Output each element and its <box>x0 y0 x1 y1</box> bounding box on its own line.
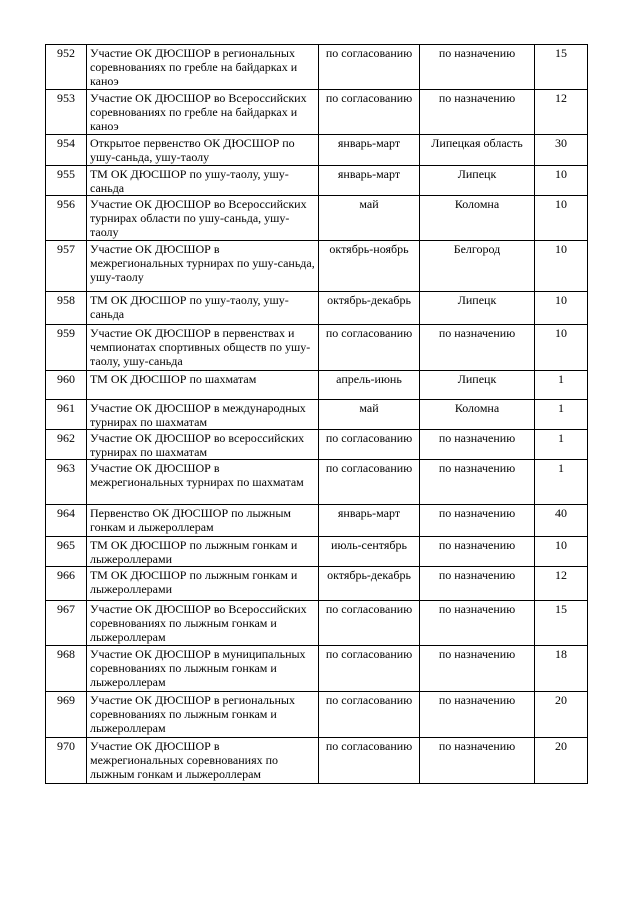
event-date: май <box>319 196 420 241</box>
table-row <box>46 196 588 241</box>
event-name: Участие ОК ДЮСШОР во всероссийских турнирах по шахматам <box>87 430 319 460</box>
event-place: по назначению <box>420 646 535 692</box>
event-name: Участие ОК ДЮСШОР в международных турнирах по шахматам <box>87 400 319 430</box>
table-row <box>46 90 588 135</box>
table-row <box>46 537 588 567</box>
participant-count: 1 <box>535 400 588 430</box>
participant-count: 30 <box>535 135 588 166</box>
event-date: по согласованию <box>319 646 420 692</box>
event-date: январь-март <box>319 505 420 537</box>
participant-count: 12 <box>535 567 588 601</box>
event-place: по назначению <box>420 430 535 460</box>
participant-count: 10 <box>535 196 588 241</box>
table-row <box>46 135 588 166</box>
participant-count: 1 <box>535 430 588 460</box>
event-name: Участие ОК ДЮСШОР во Всероссийских турнирах области по ушу-саньда, ушу-таолу <box>87 196 319 241</box>
event-name: Участие ОК ДЮСШОР в первенствах и чемпионатах спортивных обществ по ушу-таолу, ушу-саньда <box>87 325 319 371</box>
row-number: 970 <box>46 738 87 784</box>
row-number: 952 <box>46 45 87 90</box>
participant-count: 10 <box>535 166 588 196</box>
row-number: 964 <box>46 505 87 537</box>
event-name: Участие ОК ДЮСШОР в муниципальных соревнованиях по лыжным гонкам и лыжероллерам <box>87 646 319 692</box>
document-page <box>45 44 587 784</box>
table-row <box>46 430 588 460</box>
table-row <box>46 692 588 738</box>
row-number: 959 <box>46 325 87 371</box>
event-date: по согласованию <box>319 692 420 738</box>
row-number: 966 <box>46 567 87 601</box>
event-date: по согласованию <box>319 430 420 460</box>
event-place: по назначению <box>420 738 535 784</box>
row-number: 962 <box>46 430 87 460</box>
event-date: октябрь-декабрь <box>319 292 420 325</box>
event-date: по согласованию <box>319 460 420 505</box>
event-name: Первенство ОК ДЮСШОР по лыжным гонкам и лыжероллерам <box>87 505 319 537</box>
row-number: 953 <box>46 90 87 135</box>
table-row <box>46 325 588 371</box>
events-table <box>45 44 588 784</box>
participant-count: 20 <box>535 692 588 738</box>
row-number: 961 <box>46 400 87 430</box>
row-number: 957 <box>46 241 87 292</box>
event-place: по назначению <box>420 567 535 601</box>
event-name: Участие ОК ДЮСШОР в межрегиональных турнирах по ушу-саньда, ушу-таолу <box>87 241 319 292</box>
event-place: по назначению <box>420 692 535 738</box>
participant-count: 18 <box>535 646 588 692</box>
event-place: по назначению <box>420 601 535 646</box>
row-number: 968 <box>46 646 87 692</box>
participant-count: 10 <box>535 325 588 371</box>
table-row <box>46 45 588 90</box>
table-row <box>46 505 588 537</box>
event-name: ТМ ОК ДЮСШОР по лыжным гонкам и лыжероллерами <box>87 537 319 567</box>
event-date: по согласованию <box>319 90 420 135</box>
event-place: по назначению <box>420 505 535 537</box>
event-place: Коломна <box>420 400 535 430</box>
event-name: Участие ОК ДЮСШОР в региональных соревнованиях по гребле на байдарках и каноэ <box>87 45 319 90</box>
participant-count: 10 <box>535 241 588 292</box>
table-row <box>46 460 588 505</box>
event-place: Липецкая область <box>420 135 535 166</box>
event-place: Белгород <box>420 241 535 292</box>
row-number: 969 <box>46 692 87 738</box>
row-number: 958 <box>46 292 87 325</box>
event-date: январь-март <box>319 135 420 166</box>
event-place: Липецк <box>420 371 535 400</box>
participant-count: 1 <box>535 371 588 400</box>
row-number: 967 <box>46 601 87 646</box>
event-place: по назначению <box>420 90 535 135</box>
table-row <box>46 241 588 292</box>
event-place: Липецк <box>420 166 535 196</box>
participant-count: 10 <box>535 537 588 567</box>
event-name: Открытое первенство ОК ДЮСШОР по ушу-саньда, ушу-таолу <box>87 135 319 166</box>
event-place: по назначению <box>420 460 535 505</box>
table-row <box>46 292 588 325</box>
table-row <box>46 738 588 784</box>
event-name: ТМ ОК ДЮСШОР по ушу-таолу, ушу-саньда <box>87 166 319 196</box>
event-date: по согласованию <box>319 45 420 90</box>
event-name: Участие ОК ДЮСШОР во Всероссийских соревнованиях по лыжным гонкам и лыжероллерам <box>87 601 319 646</box>
participant-count: 12 <box>535 90 588 135</box>
event-date: октябрь-декабрь <box>319 567 420 601</box>
event-name: ТМ ОК ДЮСШОР по лыжным гонкам и лыжероллерами <box>87 567 319 601</box>
event-date: май <box>319 400 420 430</box>
row-number: 963 <box>46 460 87 505</box>
event-date: по согласованию <box>319 325 420 371</box>
participant-count: 40 <box>535 505 588 537</box>
table-row <box>46 601 588 646</box>
event-date: январь-март <box>319 166 420 196</box>
participant-count: 1 <box>535 460 588 505</box>
participant-count: 15 <box>535 45 588 90</box>
event-date: апрель-июнь <box>319 371 420 400</box>
table-row <box>46 371 588 400</box>
event-name: Участие ОК ДЮСШОР в региональных соревнованиях по лыжным гонкам и лыжероллерам <box>87 692 319 738</box>
row-number: 960 <box>46 371 87 400</box>
event-place: Липецк <box>420 292 535 325</box>
participant-count: 20 <box>535 738 588 784</box>
event-name: ТМ ОК ДЮСШОР по шахматам <box>87 371 319 400</box>
event-place: Коломна <box>420 196 535 241</box>
table-row <box>46 166 588 196</box>
participant-count: 10 <box>535 292 588 325</box>
event-date: октябрь-ноябрь <box>319 241 420 292</box>
row-number: 954 <box>46 135 87 166</box>
event-place: по назначению <box>420 537 535 567</box>
participant-count: 15 <box>535 601 588 646</box>
event-place: по назначению <box>420 45 535 90</box>
event-name: ТМ ОК ДЮСШОР по ушу-таолу, ушу-саньда <box>87 292 319 325</box>
row-number: 965 <box>46 537 87 567</box>
table-row <box>46 567 588 601</box>
event-name: Участие ОК ДЮСШОР во Всероссийских соревнованиях по гребле на байдарках и каноэ <box>87 90 319 135</box>
event-date: по согласованию <box>319 601 420 646</box>
event-date: июль-сентябрь <box>319 537 420 567</box>
row-number: 955 <box>46 166 87 196</box>
table-row <box>46 646 588 692</box>
event-name: Участие ОК ДЮСШОР в межрегиональных турнирах по шахматам <box>87 460 319 505</box>
table-row <box>46 400 588 430</box>
row-number: 956 <box>46 196 87 241</box>
events-table-body <box>46 45 588 784</box>
event-place: по назначению <box>420 325 535 371</box>
event-date: по согласованию <box>319 738 420 784</box>
event-name: Участие ОК ДЮСШОР в межрегиональных соревнованиях по лыжным гонкам и лыжероллерам <box>87 738 319 784</box>
